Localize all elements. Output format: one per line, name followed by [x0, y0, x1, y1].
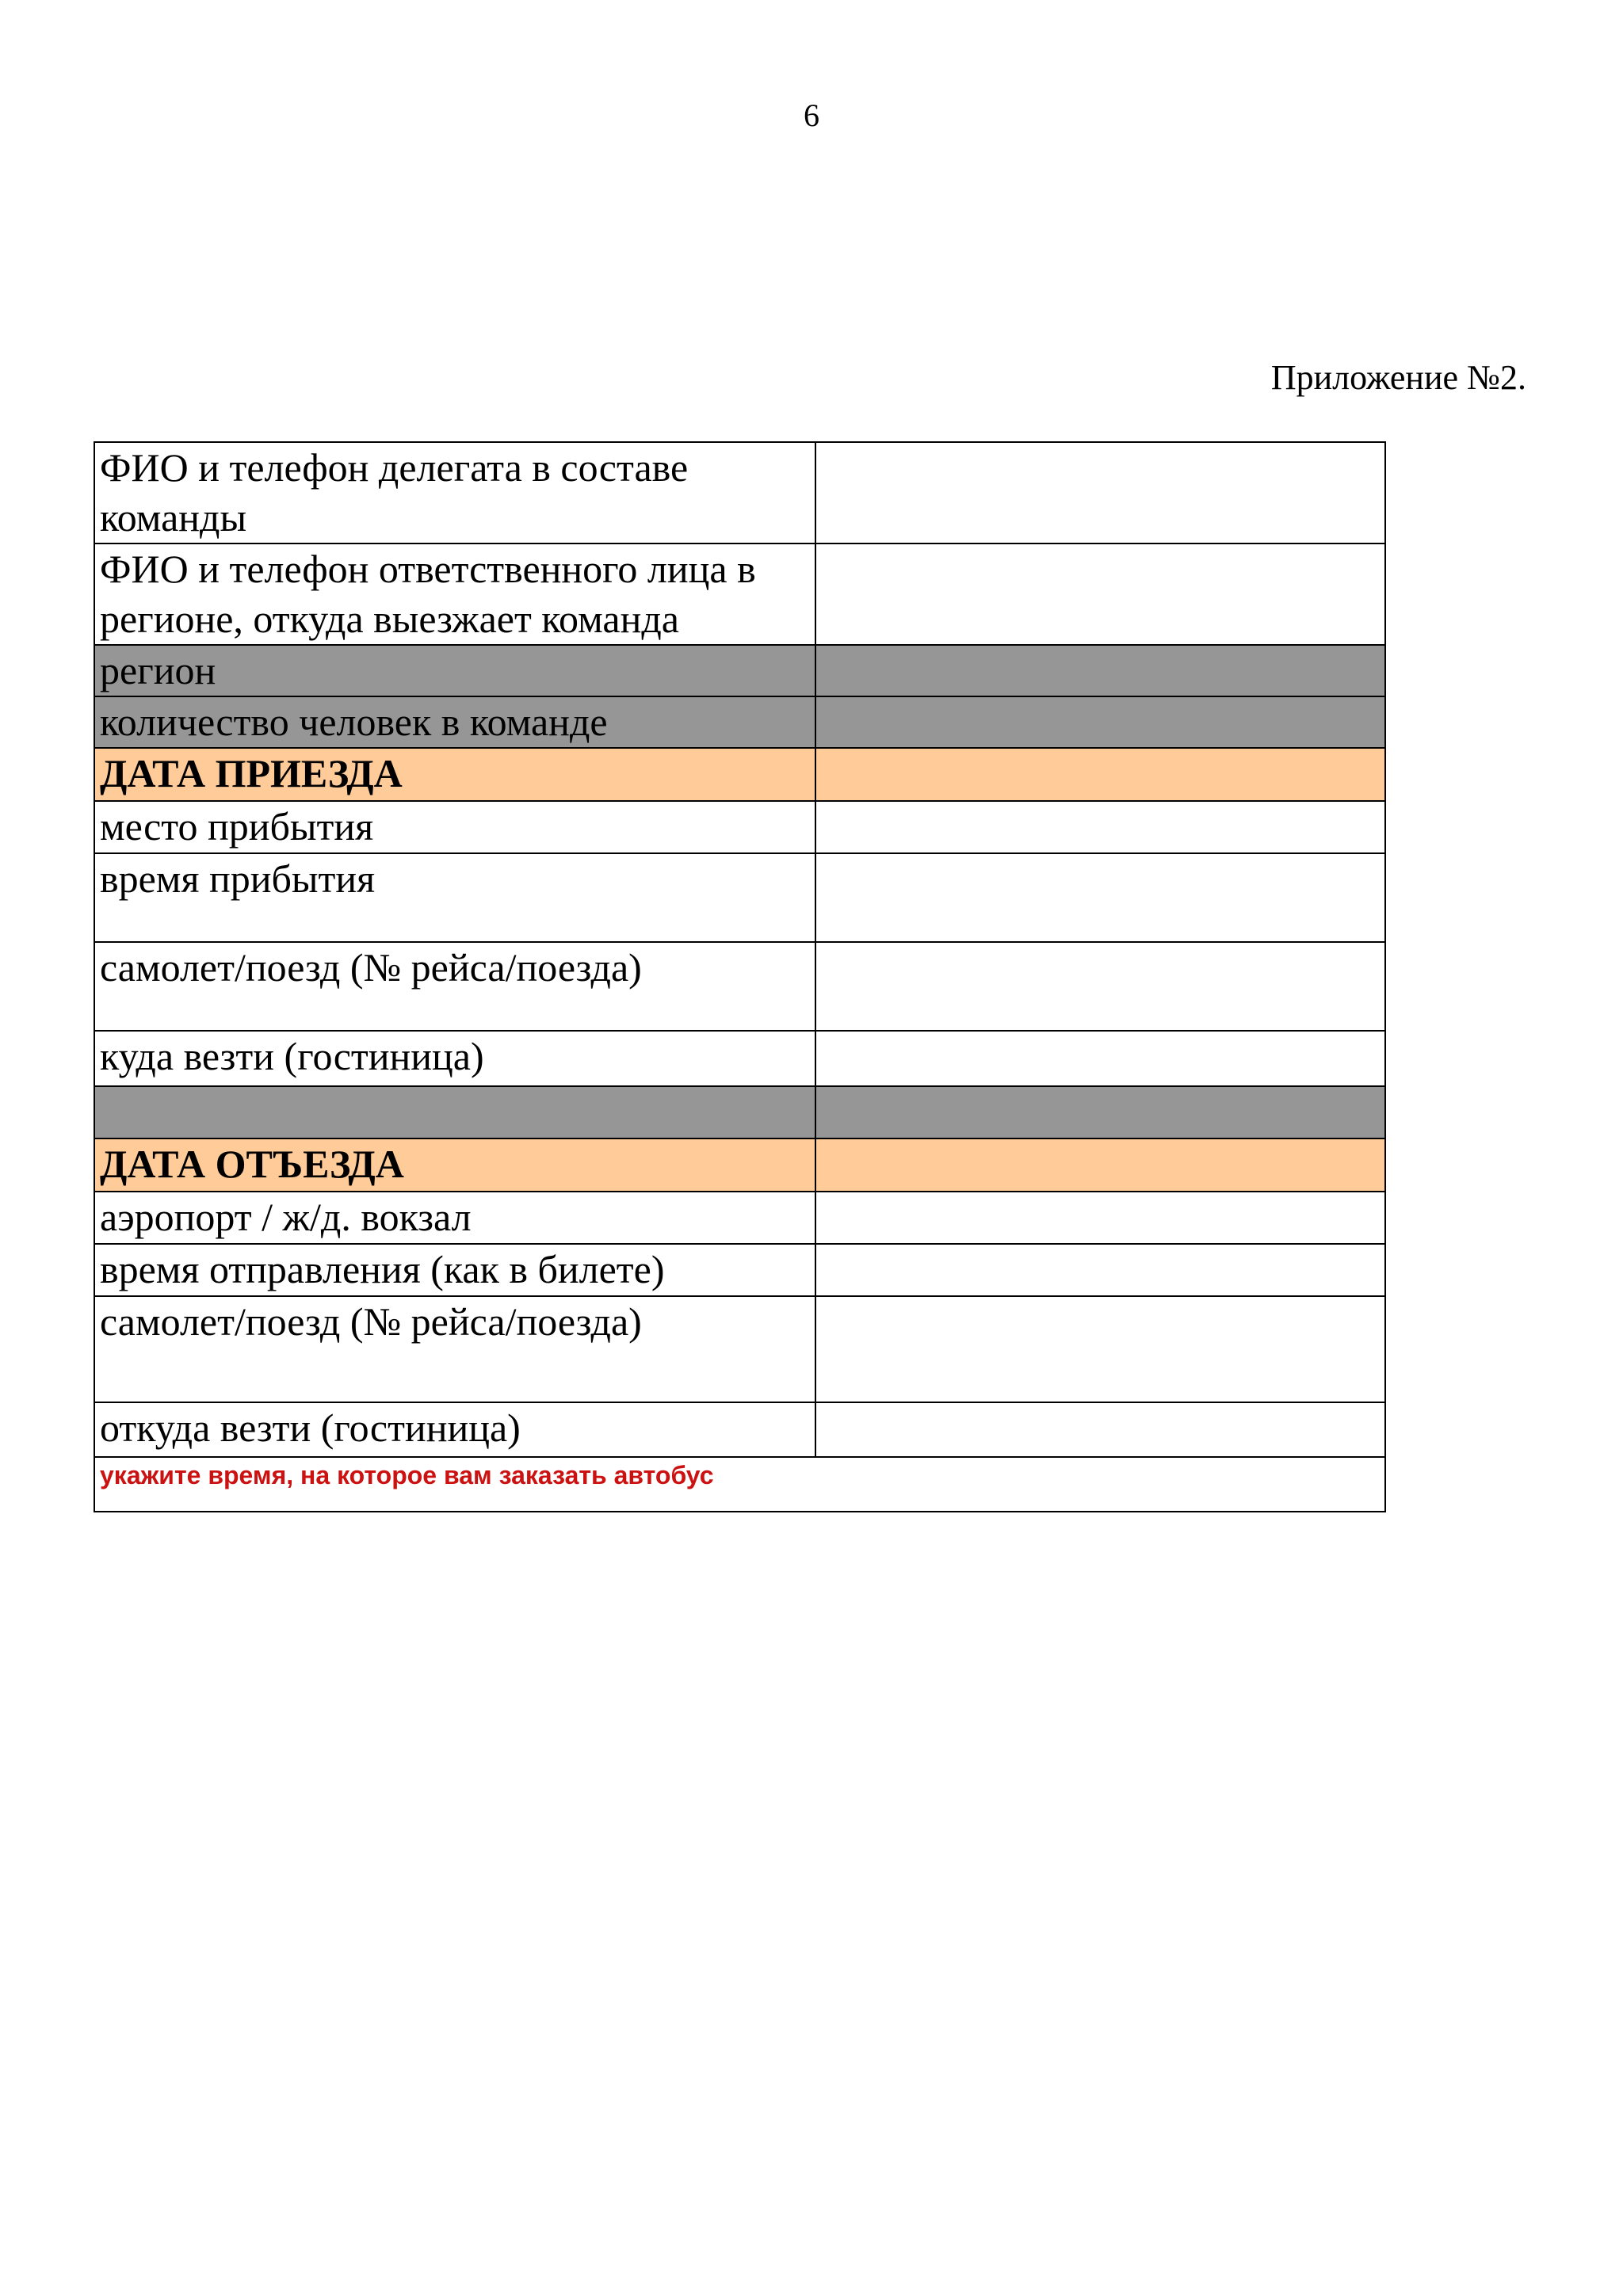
table-row [94, 1138, 1385, 1192]
field-label-arrival-place: место прибытия [94, 801, 815, 853]
table-row [94, 748, 1385, 801]
table-row [94, 645, 1385, 696]
table-row [94, 1192, 1385, 1244]
section-heading-arrival-date: ДАТА ПРИЕЗДА [94, 748, 815, 801]
field-value-arrival-time[interactable] [815, 853, 1385, 942]
table-row [94, 543, 1385, 645]
field-label-pickup-hotel: откуда везти (гостиница) [94, 1402, 815, 1457]
field-value-departure-flight-train[interactable] [815, 1296, 1385, 1402]
field-label-destination-hotel: куда везти (гостиница) [94, 1031, 815, 1086]
table-row [94, 801, 1385, 853]
table-row [94, 1296, 1385, 1402]
field-value-departure-station[interactable] [815, 1192, 1385, 1244]
field-value-destination-hotel[interactable] [815, 1031, 1385, 1086]
field-value-responsible-person[interactable] [815, 543, 1385, 645]
field-label-region: регион [94, 645, 815, 696]
field-value-region[interactable] [815, 645, 1385, 696]
field-label-arrival-time: время прибытия [94, 853, 815, 942]
field-label-departure-time: время отправления (как в билете) [94, 1244, 815, 1296]
field-value-arrival-date[interactable] [815, 748, 1385, 801]
field-value-departure-date[interactable] [815, 1138, 1385, 1192]
bus-time-note[interactable]: укажите время, на которое вам заказать автобус [94, 1457, 1385, 1512]
section-heading-departure-date: ДАТА ОТЪЕЗДА [94, 1138, 815, 1192]
separator-row-value [815, 1086, 1385, 1138]
field-value-pickup-hotel[interactable] [815, 1402, 1385, 1457]
registration-form-table [94, 441, 1386, 1512]
field-label-responsible-person: ФИО и телефон ответственного лица в регионе, откуда выезжает команда [94, 543, 815, 645]
field-label-arrival-flight-train: самолет/поезд (№ рейса/поезда) [94, 942, 815, 1031]
field-label-departure-flight-train: самолет/поезд (№ рейса/поезда) [94, 1296, 815, 1402]
table-row [94, 1244, 1385, 1296]
table-row [94, 853, 1385, 942]
table-row [94, 1086, 1385, 1138]
field-value-delegate[interactable] [815, 442, 1385, 543]
page-number: 6 [804, 97, 819, 133]
field-label-delegate: ФИО и телефон делегата в составе команды [94, 442, 815, 543]
appendix-label: Приложение №2. [1270, 358, 1526, 397]
table-row [94, 696, 1385, 748]
field-value-team-size[interactable] [815, 696, 1385, 748]
field-label-departure-station: аэропорт / ж/д. вокзал [94, 1192, 815, 1244]
field-value-arrival-flight-train[interactable] [815, 942, 1385, 1031]
table-row [94, 942, 1385, 1031]
field-value-departure-time[interactable] [815, 1244, 1385, 1296]
separator-row-label [94, 1086, 815, 1138]
table-row [94, 1031, 1385, 1086]
table-row [94, 1402, 1385, 1457]
field-value-arrival-place[interactable] [815, 801, 1385, 853]
field-label-team-size: количество человек в команде [94, 696, 815, 748]
table-row [94, 442, 1385, 543]
table-row [94, 1457, 1385, 1512]
